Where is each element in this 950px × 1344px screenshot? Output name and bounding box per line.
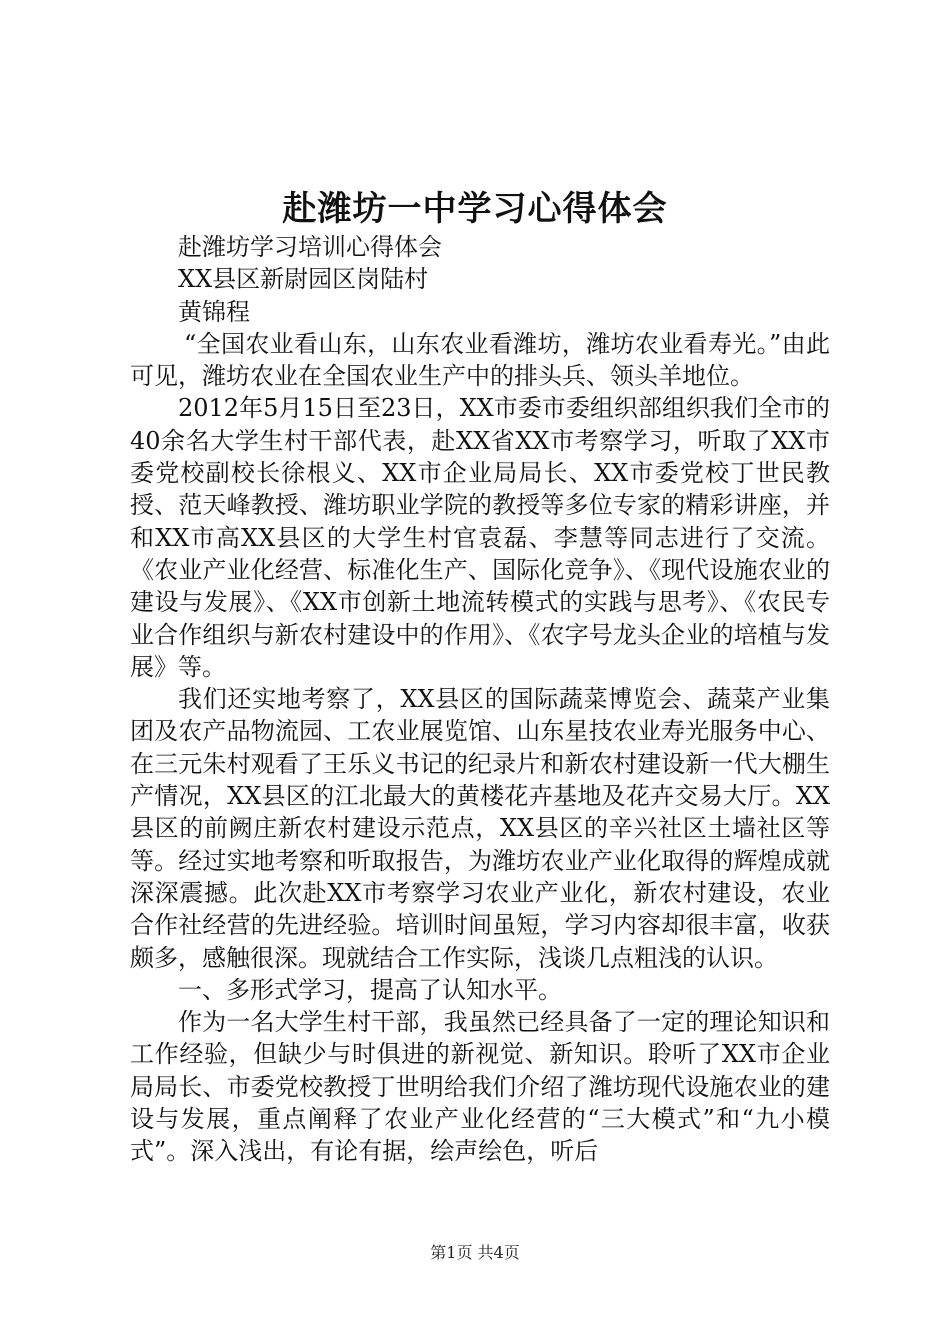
body-paragraph: 我们还实地考察了，XX县区的国际蔬菜博览会、蔬菜产业集团及农产品物流园、工农业展览馆、山东星技农业寿光服务中心、在三元朱村观看了王乐义书记的纪录片和新农村建设新一代大棚生产情况，XX县区的江北最大的黄楼花卉基地及花卉交易大厅。XX县区的前阙庄新农村建设示范点，XX县区的辛兴社区土墙社区等等。经过实地考察和听取报告，为潍坊农业产业化取得的辉煌成就深深震撼。此次赴XX市考察学习农业产业化，新农村建设，农业合作社经营的先进经验。培训时间虽短，学习内容却很丰富，收获颇多，感触很深。现就结合工作实际，浅谈几点粗浅的认识。 [130,685,830,972]
section-heading: 一、多形式学习，提高了认知水平。 [178,975,562,1004]
author-paragraph: 黄锦程 [178,297,250,326]
organization-paragraph: XX县区新尉园区岗陆村 [178,265,429,294]
subtitle-paragraph: 赴潍坊学习培训心得体会 [178,233,442,261]
body-paragraph: “全国农业看山东，山东农业看潍坊，潍坊农业看寿光。”由此可见，潍坊农业在全国农业生产中的排头兵、领头羊地位。 [130,329,830,391]
document-body [130,231,830,1168]
document-title: 赴潍坊一中学习心得体会 [282,189,668,229]
body-paragraph: 2012年5月15日至23日，XX市委市委组织部组织我们全市的40余名大学生村干部代表，赴XX省XX市考察学习，听取了XX市委党校副校长徐根义、XX市企业局局长、XX市委党校丁世民教授、范天峰教授、潍坊职业学院的教授等多位专家的精彩讲座，并和XX市高XX县区的大学生村官袁磊、李慧等同志进行了交流。《农业产业化经营、标准化生产、国际化竞争》、《现代设施农业的建设与发展》、《XX市创新土地流转模式的实践与思考》、《农民专业合作组织与新农村建设中的作用》、《农字号龙头企业的培植与发展》等。 [130,394,830,681]
page-footer: 第1页 共4页 [430,1243,520,1262]
body-paragraph: 作为一名大学生村干部，我虽然已经具备了一定的理论知识和工作经验，但缺少与时俱进的新视觉、新知识。聆听了XX市企业局局长、市委党校教授丁世明给我们介绍了潍坊现代设施农业的建设与发展，重点阐释了农业产业化经营的“三大模式”和“九小模式”。深入浅出，有论有据，绘声绘色，听后 [130,1008,830,1166]
